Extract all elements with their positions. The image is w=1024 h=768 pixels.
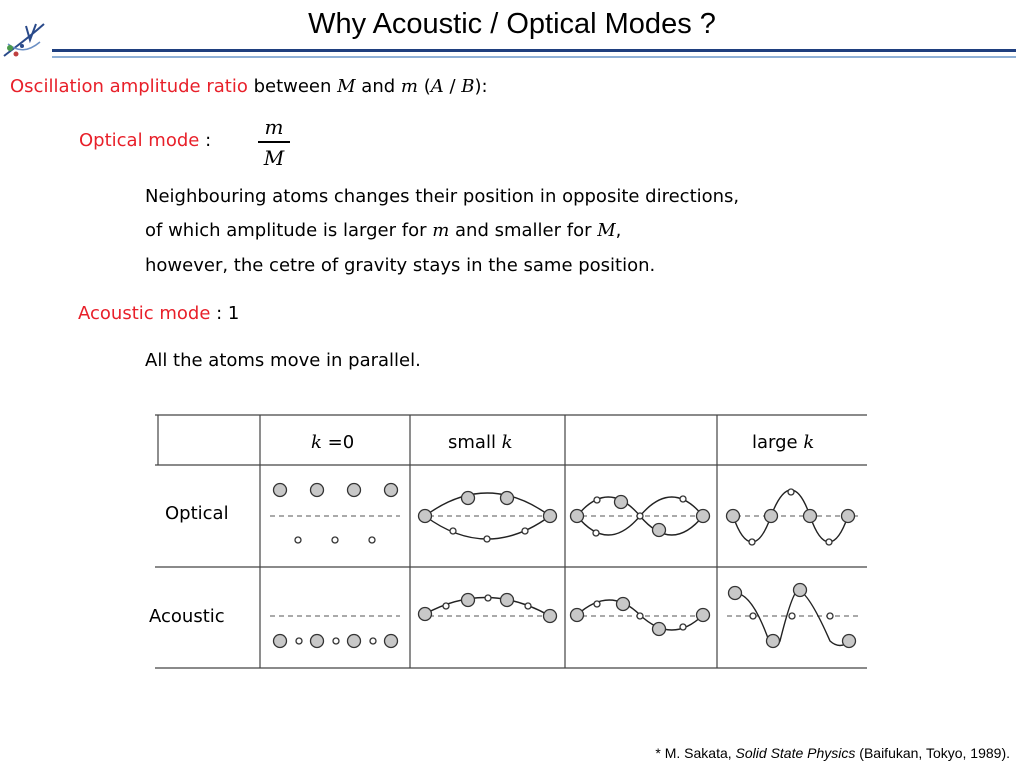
acoustic-k0-diagram xyxy=(270,616,400,648)
atom-small xyxy=(827,613,833,619)
atom-large xyxy=(767,635,780,648)
atom-large xyxy=(385,484,398,497)
atom-small xyxy=(450,528,456,534)
acoustic-large-k-diagram xyxy=(727,584,860,648)
atom-small xyxy=(295,537,301,543)
atom-large xyxy=(348,484,361,497)
atom-large xyxy=(697,510,710,523)
atom-large xyxy=(653,623,666,636)
atom-small xyxy=(788,489,794,495)
atom-small xyxy=(594,601,600,607)
optical-mode-heading: Optical mode : xyxy=(79,130,212,151)
atom-large xyxy=(653,524,666,537)
acoustic-small-k-diagram xyxy=(419,594,557,623)
atom-large xyxy=(419,510,432,523)
atom-large xyxy=(311,635,324,648)
col-header-large-k: large k xyxy=(752,432,815,453)
atom-large xyxy=(697,609,710,622)
atom-large xyxy=(501,492,514,505)
optical-desc-2: of which amplitude is larger for m and smaller for M, xyxy=(145,220,622,241)
atom-large xyxy=(274,484,287,497)
optical-desc-3: however, the cetre of gravity stays in the same position. xyxy=(145,255,656,276)
atom-small xyxy=(522,528,528,534)
header-rule-light xyxy=(52,56,1016,58)
atom-large xyxy=(571,510,584,523)
atom-large xyxy=(765,510,778,523)
citation-book: Solid State Physics xyxy=(735,745,856,761)
optical-ratio-fraction xyxy=(258,115,290,170)
intro-highlight: Oscillation amplitude ratio xyxy=(10,76,248,97)
intro-line: Oscillation amplitude ratio between M and m (A / B): xyxy=(10,76,488,97)
atom-small xyxy=(749,539,755,545)
atom-small xyxy=(484,536,490,542)
atom-large xyxy=(462,492,475,505)
atom-large xyxy=(843,635,856,648)
atom-small xyxy=(443,603,449,609)
optical-large-k-diagram xyxy=(727,489,861,545)
atom-large xyxy=(842,510,855,523)
acoustic-desc: All the atoms move in parallel. xyxy=(145,350,421,371)
header-rule-dark xyxy=(52,49,1016,52)
atom-large xyxy=(501,594,514,607)
var-B: B xyxy=(461,76,475,97)
var-M: M xyxy=(337,76,356,97)
atom-small xyxy=(637,613,643,619)
col-header-small-k: small k xyxy=(448,432,513,453)
atom-small xyxy=(750,613,756,619)
atom-small xyxy=(333,638,339,644)
fraction-bar xyxy=(258,141,290,143)
fraction-numerator: m xyxy=(264,115,284,139)
atom-small xyxy=(637,513,643,519)
var-m: m xyxy=(400,76,418,97)
atom-small xyxy=(680,624,686,630)
atom-small xyxy=(826,539,832,545)
atom-large xyxy=(617,598,630,611)
atom-small xyxy=(332,537,338,543)
optical-medium-k-diagram xyxy=(571,496,711,537)
atom-small xyxy=(680,496,686,502)
optical-small-k-diagram xyxy=(419,492,557,543)
atom-large xyxy=(385,635,398,648)
atom-large xyxy=(615,496,628,509)
optical-k0-diagram xyxy=(270,484,400,544)
atom-large xyxy=(729,587,742,600)
atom-large xyxy=(571,609,584,622)
optical-desc-1: Neighbouring atoms changes their position in opposite directions, xyxy=(145,186,740,207)
citation: * M. Sakata, Solid State Physics (Baifukan, Tokyo, 1989). xyxy=(655,745,1010,761)
atom-large xyxy=(462,594,475,607)
atom-large xyxy=(419,608,432,621)
fraction-denominator: M xyxy=(263,145,285,170)
atom-large xyxy=(544,510,557,523)
atom-small xyxy=(525,603,531,609)
atom-large xyxy=(311,484,324,497)
atom-small xyxy=(369,537,375,543)
atom-small xyxy=(485,595,491,601)
optical-mode-label: Optical mode xyxy=(79,130,200,151)
atom-large xyxy=(727,510,740,523)
acoustic-mode-label: Acoustic mode xyxy=(78,303,211,324)
atom-small xyxy=(296,638,302,644)
atom-small xyxy=(789,613,795,619)
acoustic-medium-k-diagram xyxy=(571,598,711,636)
row-label-acoustic: Acoustic xyxy=(149,606,225,627)
atom-small xyxy=(593,530,599,536)
var-A: A xyxy=(430,76,444,97)
atom-large xyxy=(544,610,557,623)
atom-large xyxy=(804,510,817,523)
row-label-optical: Optical xyxy=(165,503,229,524)
atom-small xyxy=(594,497,600,503)
col-header-k0: k =0 xyxy=(311,432,355,453)
atom-small xyxy=(370,638,376,644)
atom-large xyxy=(794,584,807,597)
atom-large xyxy=(348,635,361,648)
atom-large xyxy=(274,635,287,648)
acoustic-mode-heading: Acoustic mode : 1 xyxy=(78,303,240,324)
slide-title: Why Acoustic / Optical Modes ? xyxy=(308,8,716,40)
